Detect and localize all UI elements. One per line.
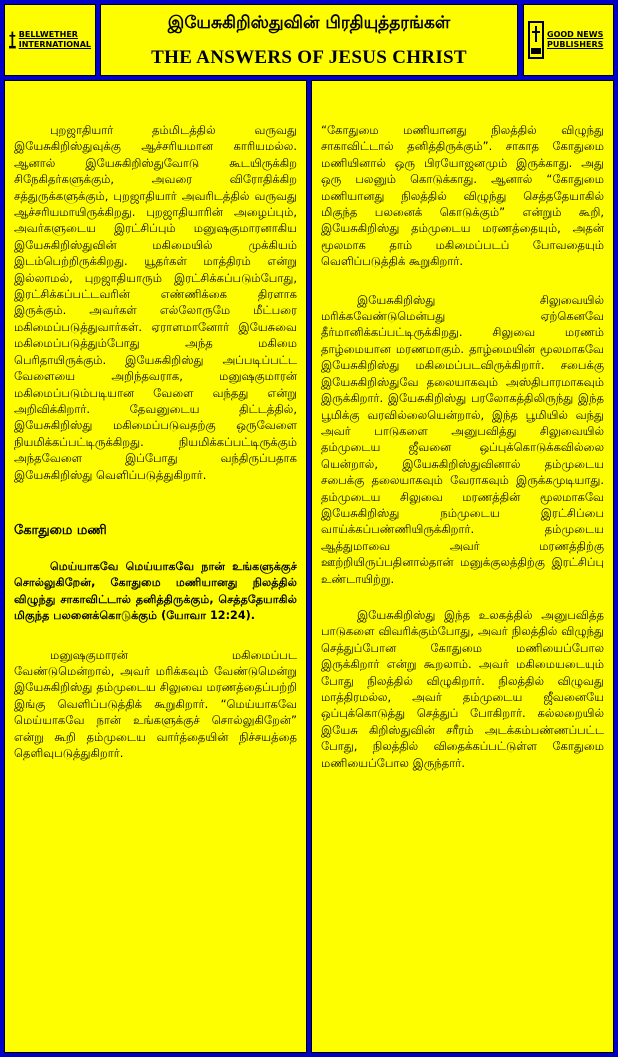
left-paragraph-2: மனுஷகுமாரன் மகிமைப்பட வேண்டுமென்றால், அவர் மரிக்கவும் வேண்டுமென்று இயேசுகிறிஸ்து தம்முடைய சிலுவை மரணத்தைப்பற்றி இங்கு வெளிப்படுத்திக் கூறுகிறார். “மெய்யாகவே மெய்யாகவே நான் உங்களுக்குச் சொல்லுகிறேன்” என்று கூறி தம்முடைய வார்த்தையின் நிச்சயத்தை தெளிவுபடுத்துகிறார். — [14, 647, 297, 760]
scripture-quote: மெய்யாகவே மெய்யாகவே நான் உங்களுக்குச் சொல்லுகிறேன், கோதுமை மணியானது நிலத்தில் விழுந்து சாகாவிட்டால் தனித்திருக்கும், செத்ததேயாகில் மிகுந்த பலனைக்கொடுக்கும் (யோவா 12:24). — [14, 559, 297, 623]
logo-left-line2: INTERNATIONAL — [18, 40, 91, 49]
book-icon — [528, 18, 544, 62]
right-paragraph-3: இயேசுகிறிஸ்து இந்த உலகத்தில் அனுபவித்த பாடுகளை விவரிக்கும்போது, அவர் நிலத்தில் விழுந்து செத்துப்போன கோதுமை மணியைப்போல இருக்கிறார் என்று கூறலாம். அவர் மகிமையடையும் போது நிலத்தில் விழுகிறார். நிலத்தில் விழுவது மாத்திரமல்ல, அவர் தம்முடைய ஜீவனையே ஒப்புக்கொடுத்து செத்துப் போகிறார். கல்லறையில் இயேசு கிறிஸ்துவின் சரீரம் அடக்கம்பண்ணப்பட்ட போது, நிலத்தில் விதைக்கப்பட்டுள்ள கோதுமை மணியைப்போல இருந்தார். — [321, 607, 604, 770]
right-paragraph-1: “கோதுமை மணியானது நிலத்தில் விழுந்து சாகாவிட்டால் தனித்திருக்கும்”. சாகாத கோதுமை மணியினால் ஒரு பிரயோஜனமும் இருக்காது. அது ஒரு பலனும் கொடுக்காது. ஆனால் “கோதுமை மணியானது நிலத்தில் விழுந்து செத்ததேயாகில் மிகுந்த பலனைக் கொடுக்கும்” என்றும் கூறி, இயேசுகிறிஸ்து தம்முடைய மரணத்தையும், அதன் மூலமாக தாம் மகிமைப்படப் போவதையும் வெளிப்படுத்திக் கூறுகிறார். — [321, 123, 604, 269]
title-tamil: இயேசுகிறிஸ்துவின் பிரதியுத்தரங்கள் — [167, 13, 451, 33]
logo-left-line1: BELLWETHER — [18, 30, 78, 39]
logo-right-line2: PUBLISHERS — [547, 40, 604, 49]
bellwether-logo — [4, 4, 96, 76]
good-news-logo — [523, 4, 614, 76]
logo-right-line1: GOOD NEWS — [547, 30, 604, 39]
cross-icon — [9, 18, 16, 62]
right-column — [311, 80, 614, 1053]
right-paragraph-2: இயேசுகிறிஸ்து சிலுவையில் மரிக்கவேண்டுமென்பது ஏற்கெனவே தீர்மானிக்கப்பட்டிருக்கிறது. சிலுவை மரணம் தாழ்மையான மரணமாகும். தாழ்மையின் மூலமாகவே இயேசுகிறிஸ்து மகிமைப்படவிருக்கிறார். சபைக்கு இயேசுகிறிஸ்துவே தலையாகவும் அஸ்திபாரமாகவும் இருக்கிறார். இயேசுகிறிஸ்து பரலோகத்திலிருந்து இந்த பூமிக்கு வரவில்லையென்றால், இந்த பூமியில் வந்து அவர் பாடுகளை அனுபவித்து சிலுவையில் தம்முடைய ஜீவனை ஒப்புக்கொடுக்கவில்லை யென்றால், இயேசுகிறிஸ்துவினால் தம்முடைய சபைக்கு தலையாகவும் வேராகவும் இருக்கமுடியாது. தம்முடைய சிலுவை மரணத்தின் மூலமாகவே இயேசுகிறிஸ்து நம்முடைய இரட்சிப்பை வாய்க்கப்பண்ணியிருக்கிறார். தம்முடைய ஆத்துமாவை அவர் மரணத்திற்கு ஊற்றியிருப்பதினால்தான் மனுக்குலத்திற்கு இரட்சிப்பு உண்டாயிற்று. — [321, 292, 604, 586]
left-paragraph-1: புறஜாதியார் தம்மிடத்தில் வருவது இயேசுகிறிஸ்துவுக்கு ஆச்சரியமான காரியமல்ல. ஆனால் இயேசுகிறிஸ்துவோடு கூடயிருக்கிற சிநேகிதர்களுக்கும், அவரை விரோதிக்கிற சத்துருக்களுக்கும், புறஜாதியார் அவரிடத்தில் வருவது ஆச்சரியமாயிருக்கிறது. புறஜாதியாரின் அழைப்பும், அவர்களுடைய இரட்சிப்பும் மனுஷகுமாரனாகிய இயேசுகிறிஸ்துவின் மகிமையில் முக்கியம் இடம்பெற்றிருக்கிறது. யூதர்கள் மாத்திரம் என்று இல்லாமல், புறஜாதியாரும் இரட்சிக்கப்படும்போது, இரட்சிக்கப்பட்டவரின் எண்ணிக்கை திரளாக இருக்கும். அவர்கள் எல்லோருமே மீட்பரை மகிமைப்படுத்துவார்கள். ஏராளமானோர் இயேசுவை மகிமைப்படுத்தும்போது அந்த மகிமை பெரிதாயிருக்கும். இயேசுகிறிஸ்து அப்படிப்பட்ட வேளையை அறிந்தவராக, மனுஷகுமாரன் மகிமைப்படும்படியான வேளை வந்தது என்று அறிவிக்கிறார். தேவனுடைய திட்டத்தில், இயேசுகிறிஸ்து மகிமைப்படுவதற்கு ஒருவேளை நியமிக்கப்பட்டிருக்கிறது. நியமிக்கப்பட்டிருக்கும் அந்தவேளை இப்போது வந்திருப்பதாக இயேசுகிறிஸ்து வெளிப்படுத்துகிறார். — [14, 123, 297, 482]
left-column — [4, 80, 307, 1053]
page-header — [100, 4, 518, 76]
title-english: THE ANSWERS OF JESUS CHRIST — [151, 47, 467, 68]
section-heading: கோதுமை மணி — [14, 522, 107, 538]
